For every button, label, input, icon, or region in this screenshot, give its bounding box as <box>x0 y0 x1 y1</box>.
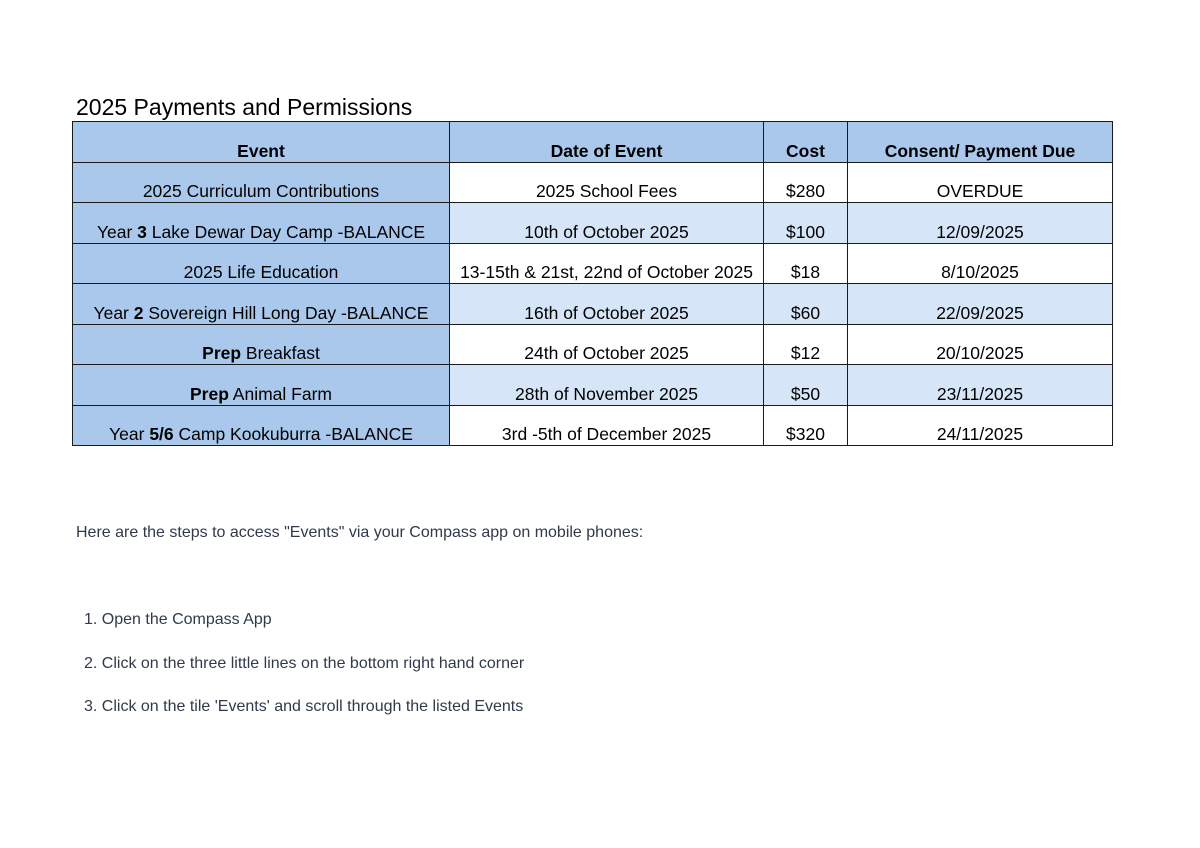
due-cell: 12/09/2025 <box>848 203 1113 244</box>
header-due: Consent/ Payment Due <box>848 122 1113 163</box>
compass-instructions-intro: Here are the steps to access "Events" via your Compass app on mobile phones: <box>76 524 644 541</box>
table-row <box>73 324 1113 365</box>
document-title: 2025 Payments and Permissions <box>76 94 413 120</box>
header-date: Date of Event <box>450 122 764 163</box>
date-cell: 13-15th & 21st, 22nd of October 2025 <box>450 243 764 284</box>
table-row <box>73 365 1113 406</box>
cost-cell: $100 <box>764 203 848 244</box>
date-cell: 3rd -5th of December 2025 <box>450 405 764 446</box>
table-row <box>73 243 1113 284</box>
due-cell: 22/09/2025 <box>848 284 1113 325</box>
header-event: Event <box>73 122 450 163</box>
cost-cell: $50 <box>764 365 848 406</box>
table-row <box>73 405 1113 446</box>
due-cell: 23/11/2025 <box>848 365 1113 406</box>
date-cell: 24th of October 2025 <box>450 324 764 365</box>
date-cell: 16th of October 2025 <box>450 284 764 325</box>
list-item: 1. Open the Compass App <box>84 611 272 628</box>
date-cell: 28th of November 2025 <box>450 365 764 406</box>
steps-list <box>84 611 524 742</box>
list-item: 2. Click on the three little lines on the bottom right hand corner <box>84 654 525 672</box>
table-row <box>73 203 1113 244</box>
cost-cell: $280 <box>764 162 848 203</box>
event-cell: Prep Animal Farm <box>73 365 450 406</box>
due-cell: OVERDUE <box>848 162 1113 203</box>
header-cost: Cost <box>764 122 848 163</box>
table-row <box>73 284 1113 325</box>
event-cell: Year 2 Sovereign Hill Long Day -BALANCE <box>73 284 450 325</box>
event-cell: Prep Breakfast <box>73 324 450 365</box>
cost-cell: $12 <box>764 324 848 365</box>
event-cell: 2025 Curriculum Contributions <box>73 162 450 203</box>
table-row <box>73 162 1113 203</box>
event-cell: Year 3 Lake Dewar Day Camp -BALANCE <box>73 203 450 244</box>
date-cell: 10th of October 2025 <box>450 203 764 244</box>
due-cell: 8/10/2025 <box>848 243 1113 284</box>
event-cell: Year 5/6 Camp Kookuburra -BALANCE <box>73 405 450 446</box>
date-cell: 2025 School Fees <box>450 162 764 203</box>
due-cell: 20/10/2025 <box>848 324 1113 365</box>
list-item: 3. Click on the tile 'Events' and scroll through the listed Events <box>84 698 524 715</box>
payments-table <box>72 121 1113 446</box>
event-cell: 2025 Life Education <box>73 243 450 284</box>
due-cell: 24/11/2025 <box>848 405 1113 446</box>
cost-cell: $60 <box>764 284 848 325</box>
table-header-row <box>73 122 1113 163</box>
cost-cell: $320 <box>764 405 848 446</box>
cost-cell: $18 <box>764 243 848 284</box>
